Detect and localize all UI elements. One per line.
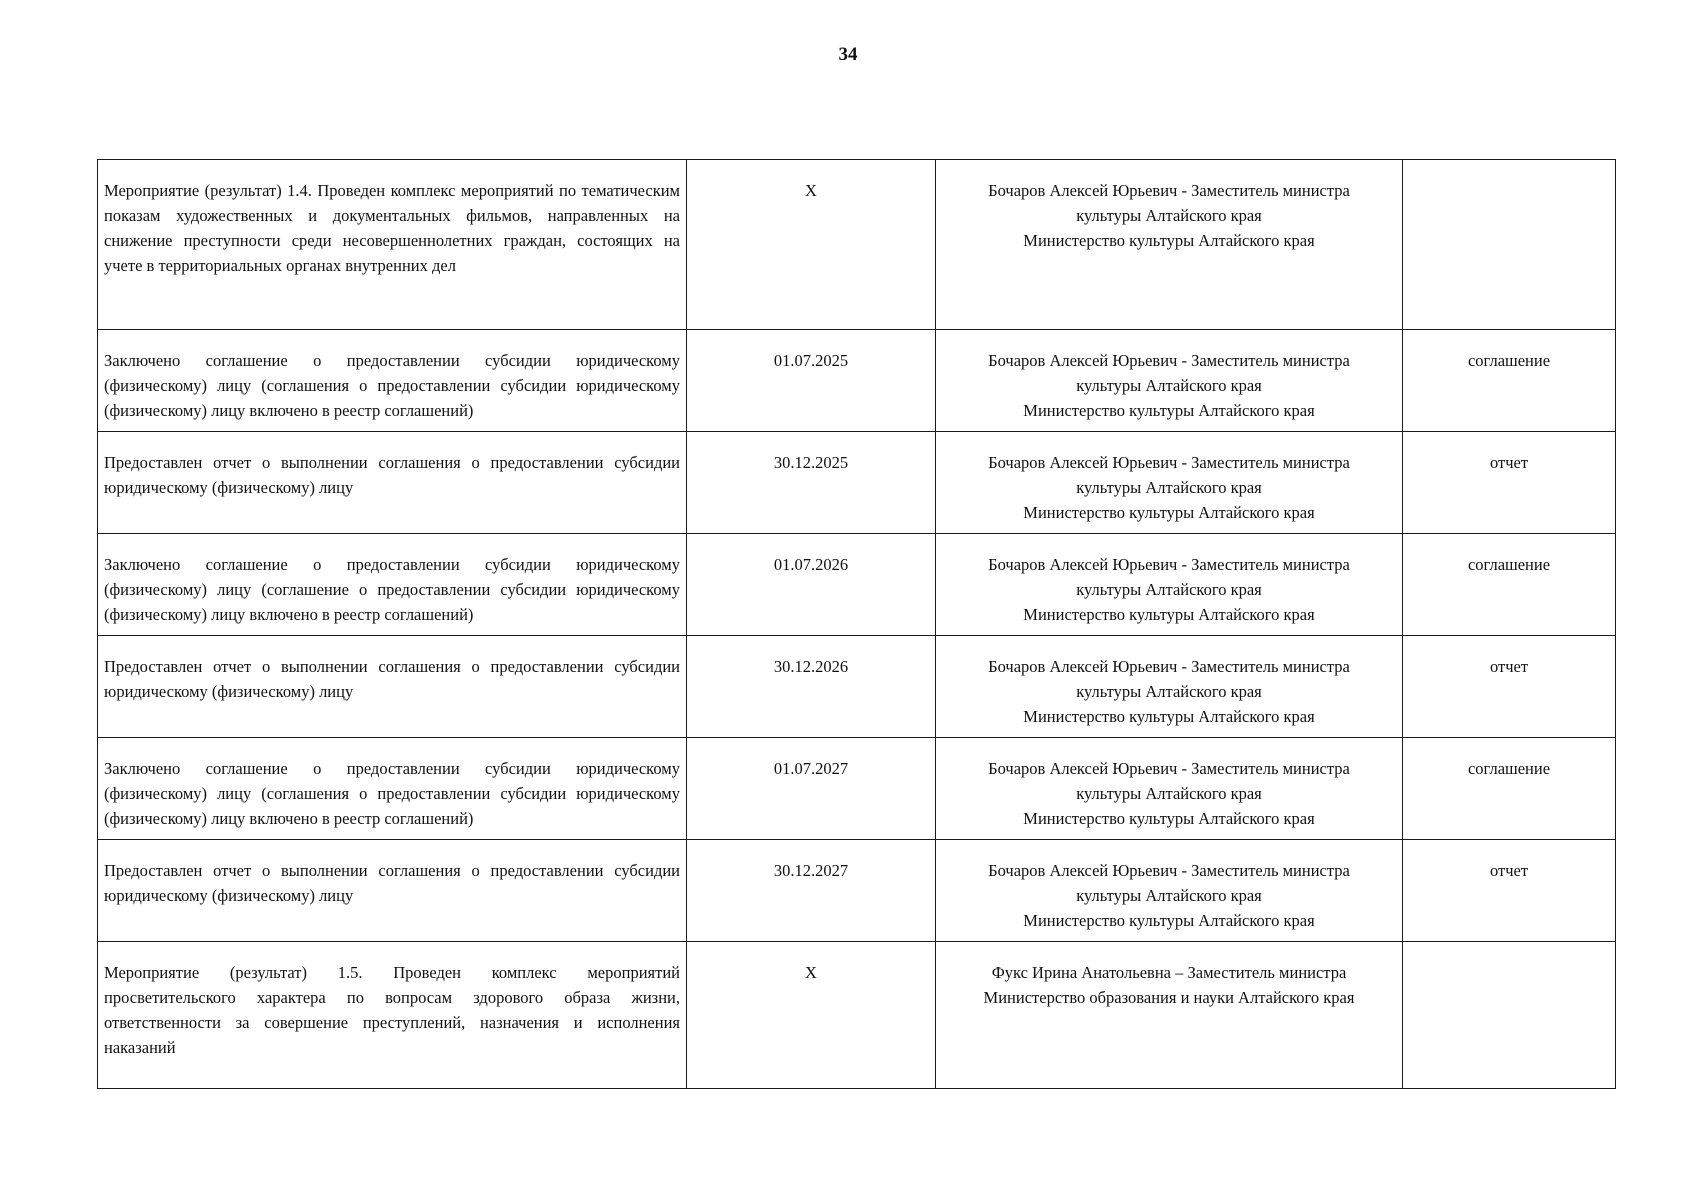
responsible-line: Министерство культуры Алтайского края xyxy=(1023,707,1315,726)
event-cell: Предоставлен отчет о выполнении соглашения о предоставлении субсидии юридическому (физическому) лицу xyxy=(98,432,687,534)
date-cell: X xyxy=(687,942,936,1089)
document-cell: отчет xyxy=(1403,636,1616,738)
document-cell: соглашение xyxy=(1403,738,1616,840)
responsible-line: культуры Алтайского края xyxy=(1076,784,1262,803)
table-row xyxy=(98,160,1616,330)
page-number: 34 xyxy=(838,44,858,65)
responsible-line: Министерство культуры Алтайского края xyxy=(1023,231,1315,250)
responsible-cell xyxy=(936,636,1403,738)
responsible-line: культуры Алтайского края xyxy=(1076,682,1262,701)
responsible-line: Министерство культуры Алтайского края xyxy=(1023,503,1315,522)
table-row xyxy=(98,840,1616,942)
responsible-cell xyxy=(936,160,1403,330)
responsible-line: Бочаров Алексей Юрьевич - Заместитель министра xyxy=(988,861,1350,880)
responsible-line: Бочаров Алексей Юрьевич - Заместитель министра xyxy=(988,759,1350,778)
table-row xyxy=(98,432,1616,534)
date-cell: 30.12.2027 xyxy=(687,840,936,942)
responsible-line: Министерство образования и науки Алтайского края xyxy=(983,988,1355,1007)
responsible-line: культуры Алтайского края xyxy=(1076,206,1262,225)
document-cell xyxy=(1403,160,1616,330)
responsible-cell xyxy=(936,840,1403,942)
document-cell xyxy=(1403,942,1616,1089)
document-cell: отчет xyxy=(1403,840,1616,942)
responsible-cell xyxy=(936,432,1403,534)
document-cell: соглашение xyxy=(1403,534,1616,636)
responsible-line: Бочаров Алексей Юрьевич - Заместитель министра xyxy=(988,657,1350,676)
event-cell: Заключено соглашение о предоставлении субсидии юридическому (физическому) лицу (соглашения о предоставлении субсидии юридическому (физическому) лицу включено в реестр соглашений) xyxy=(98,330,687,432)
responsible-cell xyxy=(936,942,1403,1089)
responsible-line: Фукс Ирина Анатольевна – Заместитель министра xyxy=(991,963,1347,982)
event-cell: Предоставлен отчет о выполнении соглашения о предоставлении субсидии юридическому (физическому) лицу xyxy=(98,636,687,738)
event-cell: Заключено соглашение о предоставлении субсидии юридическому (физическому) лицу (соглашения о предоставлении субсидии юридическому (физическому) лицу включено в реестр соглашений) xyxy=(98,738,687,840)
responsible-line: Министерство культуры Алтайского края xyxy=(1023,605,1315,624)
table-row xyxy=(98,534,1616,636)
date-cell: 01.07.2027 xyxy=(687,738,936,840)
document-cell: отчет xyxy=(1403,432,1616,534)
date-cell: 30.12.2026 xyxy=(687,636,936,738)
responsible-line: культуры Алтайского края xyxy=(1076,478,1262,497)
event-cell: Заключено соглашение о предоставлении субсидии юридическому (физическому) лицу (соглашение о предоставлении субсидии юридическому (физическому) лицу включено в реестр соглашений) xyxy=(98,534,687,636)
responsible-line: Бочаров Алексей Юрьевич - Заместитель министра xyxy=(988,351,1350,370)
plan-table xyxy=(97,159,1616,1089)
responsible-line: культуры Алтайского края xyxy=(1076,580,1262,599)
event-cell: Мероприятие (результат) 1.5. Проведен комплекс мероприятий просветительского характера по вопросам здорового образа жизни, ответственности за совершение преступлений, назначения и исполнения наказаний xyxy=(98,942,687,1089)
responsible-line: культуры Алтайского края xyxy=(1076,376,1262,395)
date-cell: X xyxy=(687,160,936,330)
responsible-line: Министерство культуры Алтайского края xyxy=(1023,809,1315,828)
responsible-line: Министерство культуры Алтайского края xyxy=(1023,401,1315,420)
table-row xyxy=(98,738,1616,840)
table-row xyxy=(98,636,1616,738)
responsible-line: Бочаров Алексей Юрьевич - Заместитель министра xyxy=(988,453,1350,472)
table-row xyxy=(98,330,1616,432)
date-cell: 01.07.2026 xyxy=(687,534,936,636)
responsible-cell xyxy=(936,534,1403,636)
date-cell: 30.12.2025 xyxy=(687,432,936,534)
responsible-cell xyxy=(936,330,1403,432)
event-cell: Мероприятие (результат) 1.4. Проведен комплекс мероприятий по тематическим показам художественных и документальных фильмов, направленных на снижение преступности среди несовершеннолетних граждан, состоящих на учете в территориальных органах внутренних дел xyxy=(98,160,687,330)
responsible-line: Бочаров Алексей Юрьевич - Заместитель министра xyxy=(988,181,1350,200)
responsible-line: Бочаров Алексей Юрьевич - Заместитель министра xyxy=(988,555,1350,574)
document-cell: соглашение xyxy=(1403,330,1616,432)
event-cell: Предоставлен отчет о выполнении соглашения о предоставлении субсидии юридическому (физическому) лицу xyxy=(98,840,687,942)
table-row xyxy=(98,942,1616,1089)
responsible-cell xyxy=(936,738,1403,840)
responsible-line: культуры Алтайского края xyxy=(1076,886,1262,905)
responsible-line: Министерство культуры Алтайского края xyxy=(1023,911,1315,930)
date-cell: 01.07.2025 xyxy=(687,330,936,432)
